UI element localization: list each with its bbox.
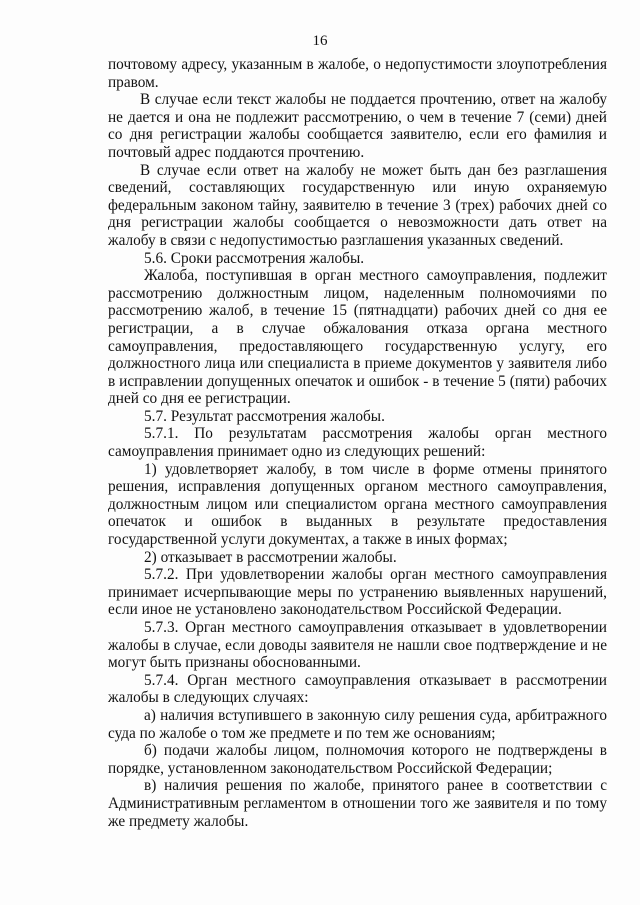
list-item-refusal-c: в) наличия решения по жалобе, принятого ранее в соответствии с Административным регламентом в отношении того же заявителя и по тому же предмету жалобы. xyxy=(108,777,607,830)
paragraph-unreadable-complaint: В случае если текст жалобы не поддается прочтению, ответ на жалобу не дается и она не подлежит рассмотрению, о чем в течение 7 (семи) дней со дня регистрации жалобы сообщается заявителю, если его фамилия и почтовый адрес поддаются прочтению. xyxy=(108,91,607,161)
list-item-decision-2: 2) отказывает в рассмотрении жалобы. xyxy=(144,548,397,566)
paragraph-5-7-3: 5.7.3. Орган местного самоуправления отказывает в удовлетворении жалобы в случае, если доводы заявителя не нашли свое подтверждение и не могут быть признаны обоснованными. xyxy=(108,619,607,672)
page-number: 16 xyxy=(312,33,328,49)
paragraph-continuation: почтовому адресу, указанным в жалобе, о недопустимости злоупотребления правом. xyxy=(108,56,607,91)
document-body xyxy=(108,56,607,830)
list-item-refusal-a: а) наличия вступившего в законную силу решения суда, арбитражного суда по жалобе о том же предмете и по тем же основаниям; xyxy=(108,706,607,742)
paragraph-5-7-1: 5.7.1. По результатам рассмотрения жалобы орган местного самоуправления принимает одно из следующих решений: xyxy=(108,425,607,461)
section-heading-5-7: 5.7. Результат рассмотрения жалобы. xyxy=(144,407,385,425)
paragraph-5-7-4: 5.7.4. Орган местного самоуправления отказывает в рассмотрении жалобы в следующих случаях: xyxy=(108,671,607,707)
list-item-refusal-b: б) подачи жалобы лицом, полномочия которого не подтверждены в порядке, установленном законодательством Российской Федерации; xyxy=(108,742,607,777)
paragraph-secret-information: В случае если ответ на жалобу не может быть дан без разглашения сведений, составляющих государственную или иную охраняемую федеральным законом тайну, заявителю в течение 3 (трех) рабочих дней со дня регистрации жалобы сообщается о невозможности дать ответ на жалобу в связи с недопустимостью разглашения указанных сведений. xyxy=(108,161,607,249)
paragraph-review-terms: Жалоба, поступившая в орган местного самоуправления, подлежит рассмотрению должностным лицом, наделенным полномочиями по рассмотрению жалоб, в течение 15 (пятнадцати) рабочих дней со дня ее регистрации, а в случае обжалования отказа органа местного самоуправления, предоставляющего государственную услугу, его должностного лица или специалиста в приеме документов у заявителя либо в исправлении допущенных опечаток и ошибок - в течение 5 (пяти) рабочих дней со дня ее регистрации. xyxy=(108,267,607,408)
section-heading-5-6: 5.6. Сроки рассмотрения жалобы. xyxy=(144,249,365,267)
paragraph-5-7-2: 5.7.2. При удовлетворении жалобы орган местного самоуправления принимает исчерпывающие меры по устранению выявленных нарушений, если иное не установлено законодательством Российской Федерации. xyxy=(108,566,607,619)
list-item-decision-1: 1) удовлетворяет жалобу, в том числе в форме отмены принятого решения, исправления допущенных органом местного самоуправления, должностным лицом или специалистом органа местного самоуправления опечаток и ошибок в выданных в результате предоставления государственной услуги документах, а также в иных формах; xyxy=(108,460,607,549)
